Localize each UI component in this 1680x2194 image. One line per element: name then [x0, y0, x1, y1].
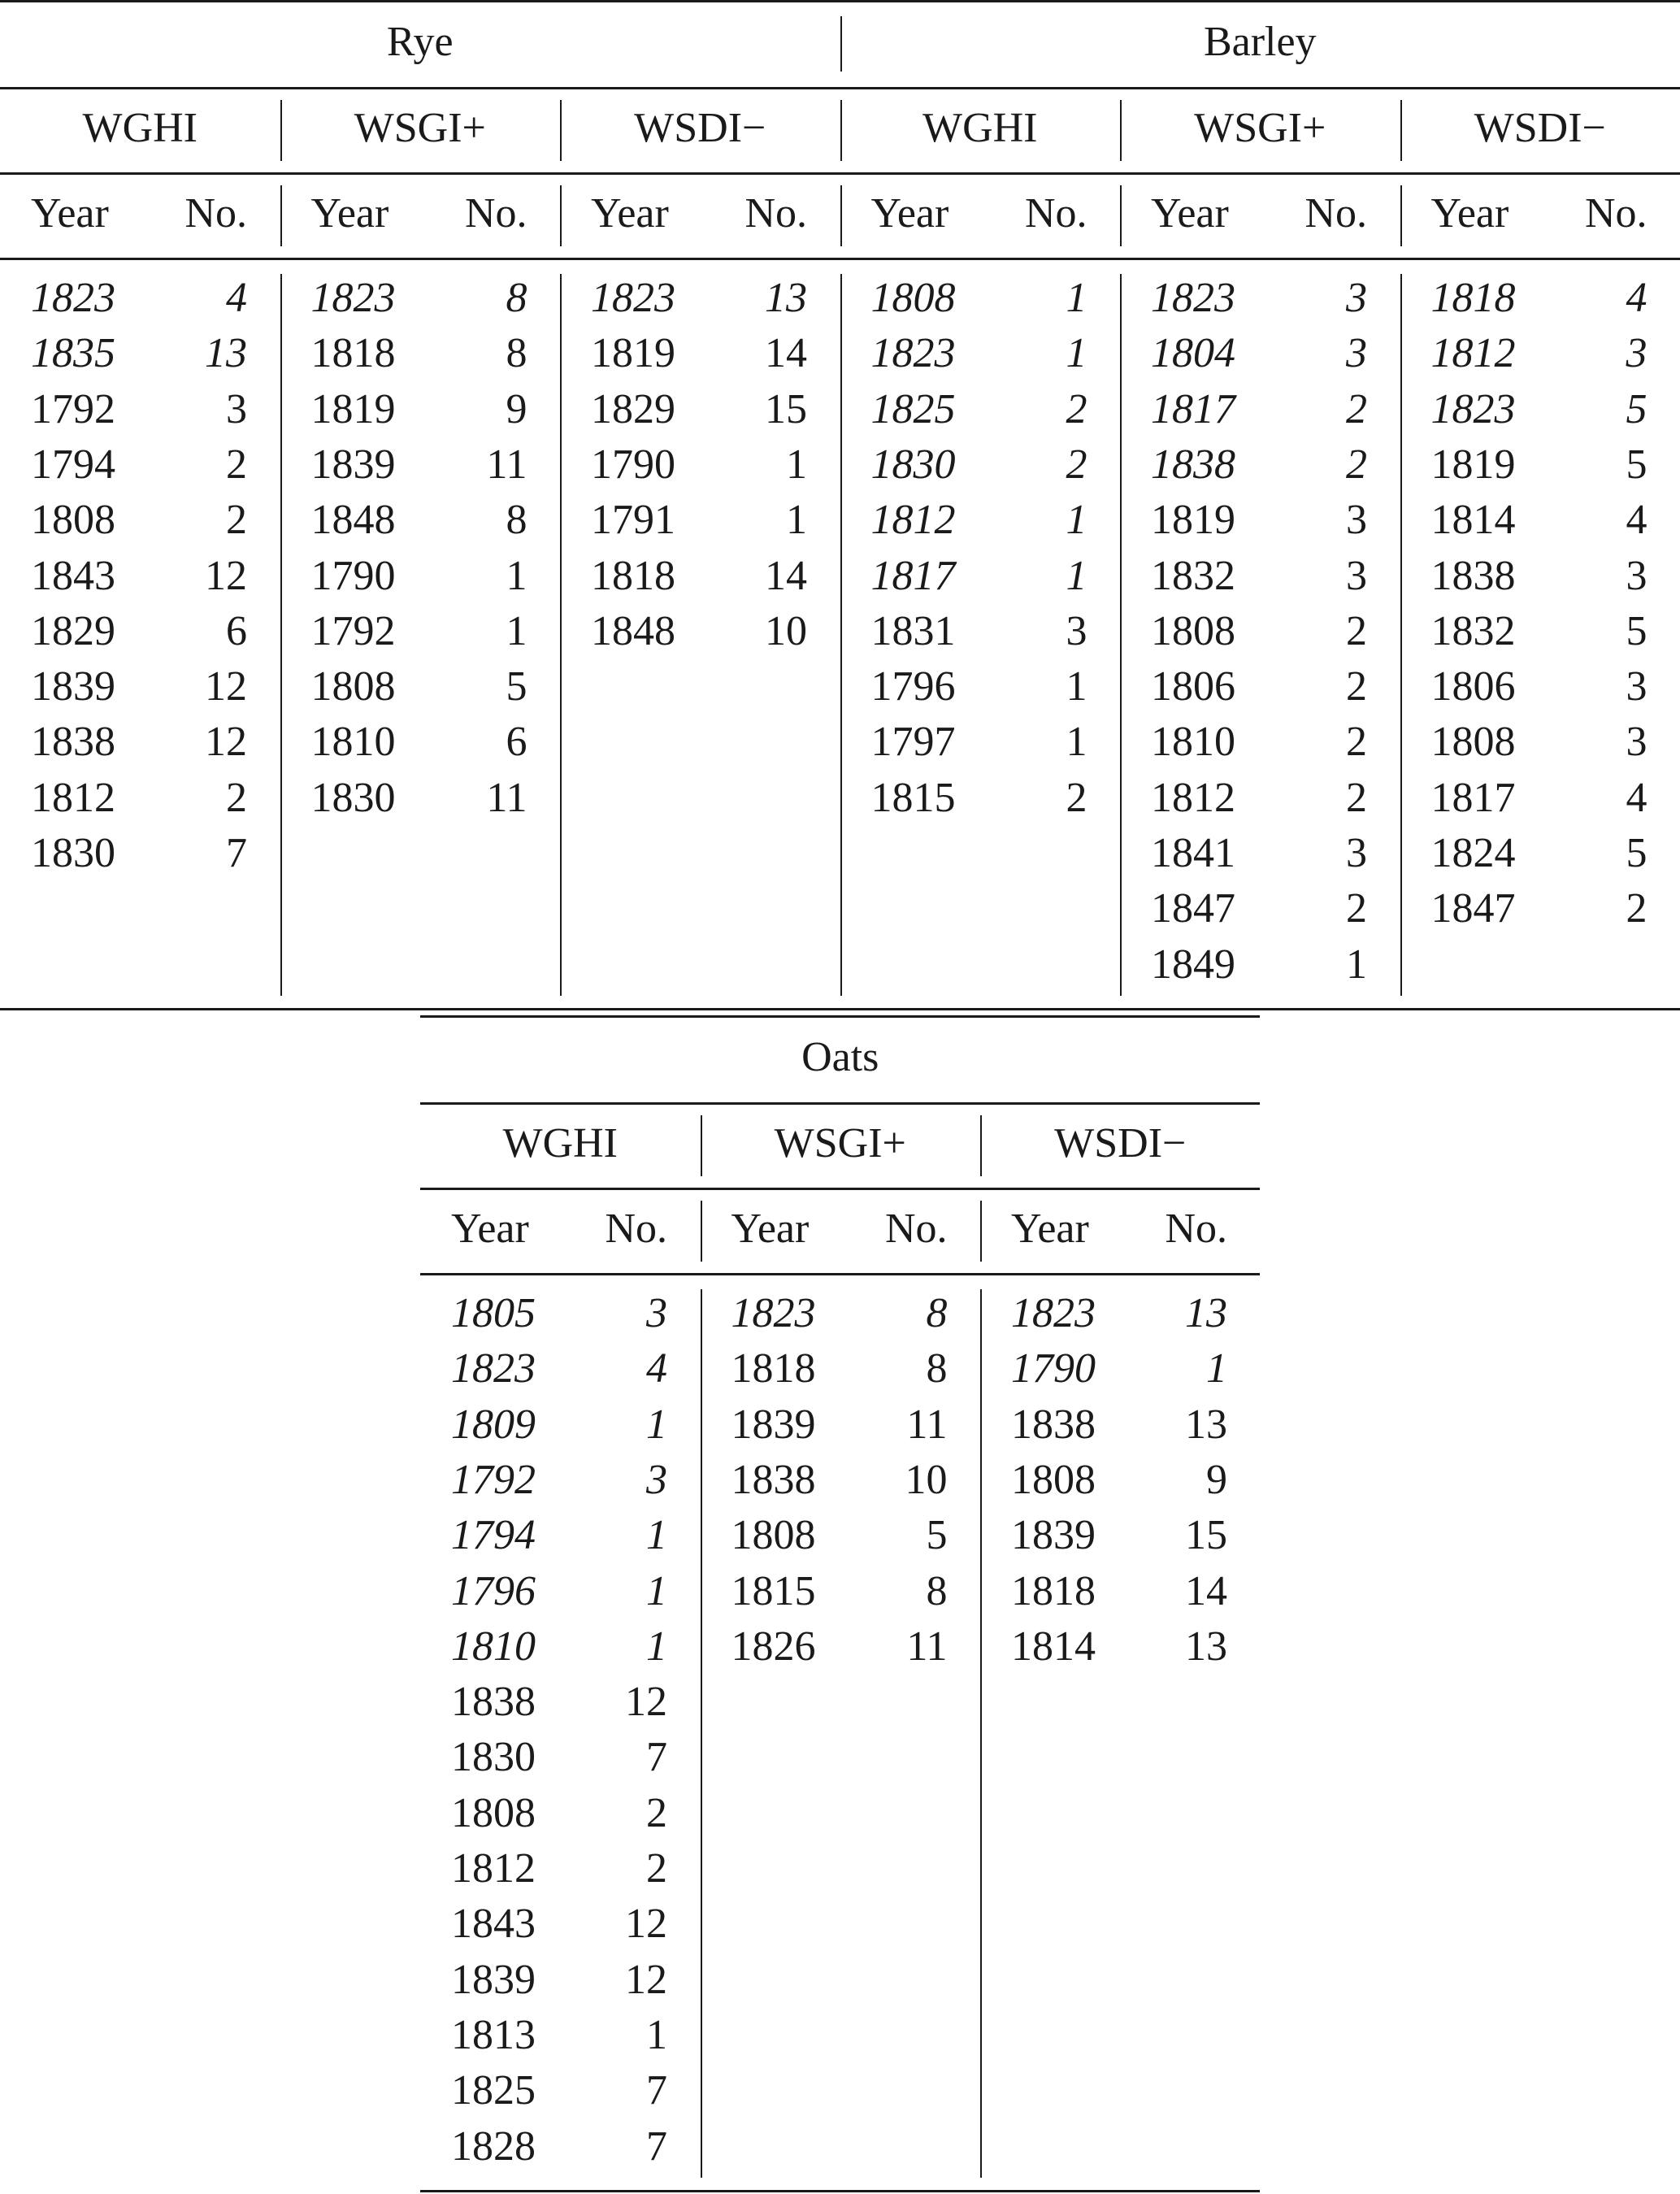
number-cell: 3 [1346, 552, 1367, 599]
number-cell: 5 [1626, 607, 1647, 654]
number-column-header: No. [1304, 190, 1367, 237]
rye-barley-table [0, 0, 1680, 1012]
number-cell: 7 [646, 2122, 667, 2170]
number-cell: 8 [926, 1567, 948, 1614]
year-cell: 1808 [310, 663, 396, 710]
number-cell: 8 [506, 330, 527, 377]
number-cell: 2 [1066, 774, 1087, 821]
year-cell: 1792 [31, 385, 115, 432]
number-cell: 2 [646, 1845, 667, 1892]
year-cell: 1830 [870, 441, 956, 488]
number-cell: 2 [1346, 774, 1367, 821]
year-cell: 1819 [1151, 497, 1235, 544]
crop-rule [0, 87, 1680, 89]
index-separator [560, 100, 562, 161]
number-column-header: No. [744, 190, 807, 237]
year-cell: 1809 [451, 1401, 536, 1448]
year-cell: 1815 [731, 1567, 816, 1614]
number-cell: 2 [646, 1789, 667, 1836]
year-cell: 1790 [1011, 1345, 1096, 1392]
year-cell: 1823 [31, 275, 115, 321]
column-separator [980, 1201, 982, 1262]
index-separator [840, 100, 842, 161]
number-cell: 1 [1346, 941, 1367, 988]
year-cell: 1819 [591, 330, 675, 377]
number-cell: 1 [1066, 719, 1087, 766]
number-column-header: No. [184, 190, 247, 237]
number-cell: 14 [1185, 1567, 1227, 1614]
year-column-header: Year [1011, 1206, 1089, 1252]
number-cell: 1 [1066, 330, 1087, 377]
index-header: WSGI+ [354, 105, 486, 151]
index-header: WSDI− [1054, 1120, 1187, 1167]
number-cell: 14 [765, 330, 807, 377]
column-separator [1400, 185, 1402, 246]
number-cell: 2 [1346, 719, 1367, 766]
oats-table [420, 1015, 1260, 2194]
header-rule [0, 258, 1680, 260]
year-cell: 1843 [31, 552, 115, 599]
top-rule [0, 0, 1680, 2]
year-cell: 1838 [451, 1679, 536, 1726]
year-cell: 1814 [1430, 497, 1516, 544]
year-cell: 1790 [310, 552, 396, 599]
year-cell: 1823 [1430, 385, 1516, 432]
number-cell: 3 [1346, 497, 1367, 544]
number-cell: 5 [926, 1512, 948, 1559]
number-cell: 7 [226, 830, 247, 876]
year-cell: 1829 [31, 607, 115, 654]
year-cell: 1823 [731, 1290, 816, 1336]
index-header: WSDI− [634, 105, 766, 151]
year-cell: 1810 [310, 719, 396, 766]
number-cell: 5 [1626, 441, 1647, 488]
year-cell: 1838 [1151, 441, 1235, 488]
year-cell: 1814 [1011, 1623, 1096, 1670]
number-cell: 2 [1066, 441, 1087, 488]
year-cell: 1812 [1430, 330, 1516, 377]
number-cell: 3 [1346, 275, 1367, 321]
year-cell: 1808 [870, 275, 956, 321]
year-cell: 1817 [1151, 385, 1235, 432]
year-column-header: Year [31, 190, 109, 237]
index-rule [0, 172, 1680, 175]
data-separator [840, 274, 842, 996]
year-cell: 1808 [451, 1789, 536, 1836]
number-cell: 4 [1626, 275, 1647, 321]
number-cell: 11 [486, 441, 527, 488]
year-cell: 1810 [451, 1623, 536, 1670]
index-separator [1400, 100, 1402, 161]
index-separator [280, 100, 282, 161]
number-cell: 10 [905, 1456, 948, 1503]
number-cell: 3 [1346, 830, 1367, 876]
year-cell: 1796 [870, 663, 956, 710]
data-separator [280, 274, 282, 996]
year-cell: 1818 [310, 330, 396, 377]
number-cell: 11 [906, 1623, 948, 1670]
year-cell: 1815 [870, 774, 956, 821]
year-cell: 1808 [1011, 1456, 1096, 1503]
number-cell: 13 [1185, 1401, 1227, 1448]
number-cell: 3 [1066, 607, 1087, 654]
year-cell: 1839 [31, 663, 115, 710]
year-cell: 1819 [1430, 441, 1516, 488]
number-cell: 8 [926, 1345, 948, 1392]
column-separator [560, 185, 562, 246]
year-cell: 1805 [451, 1290, 536, 1336]
index-header: WGHI [502, 1120, 619, 1167]
number-column-header: No. [605, 1206, 667, 1252]
number-column-header: No. [1165, 1206, 1227, 1252]
data-separator [1400, 274, 1402, 996]
number-cell: 15 [1185, 1512, 1227, 1559]
number-cell: 7 [646, 2067, 667, 2114]
number-column-header: No. [1584, 190, 1647, 237]
number-cell: 2 [226, 497, 247, 544]
year-cell: 1839 [310, 441, 396, 488]
year-cell: 1823 [1151, 275, 1235, 321]
year-cell: 1847 [1151, 885, 1235, 932]
number-cell: 5 [506, 663, 527, 710]
column-separator [840, 185, 842, 246]
data-separator [980, 1289, 982, 2178]
year-cell: 1808 [731, 1512, 816, 1559]
number-cell: 2 [1346, 663, 1367, 710]
crop-rule [420, 1102, 1260, 1105]
number-cell: 2 [1346, 441, 1367, 488]
year-cell: 1817 [870, 552, 956, 599]
number-cell: 1 [506, 552, 527, 599]
number-cell: 9 [506, 385, 527, 432]
number-cell: 1 [1066, 552, 1087, 599]
data-separator [1120, 274, 1122, 996]
year-cell: 1838 [731, 1456, 816, 1503]
number-cell: 12 [625, 1679, 667, 1726]
number-cell: 1 [646, 1512, 667, 1559]
number-cell: 15 [765, 385, 807, 432]
number-cell: 1 [506, 607, 527, 654]
number-cell: 2 [226, 774, 247, 821]
year-cell: 1813 [451, 2011, 536, 2058]
year-cell: 1791 [591, 497, 675, 544]
year-cell: 1819 [310, 385, 396, 432]
year-cell: 1849 [1151, 941, 1235, 988]
number-cell: 13 [1185, 1290, 1227, 1336]
year-column-header: Year [310, 190, 389, 237]
number-cell: 4 [1626, 774, 1647, 821]
number-cell: 12 [205, 552, 247, 599]
bottom-rule [420, 2190, 1260, 2192]
data-separator [560, 274, 562, 996]
number-cell: 12 [205, 663, 247, 710]
number-cell: 1 [646, 2011, 667, 2058]
index-header: WGHI [922, 105, 1038, 151]
year-cell: 1824 [1430, 830, 1516, 876]
crop-header-rye: Rye [386, 19, 454, 65]
number-cell: 1 [1066, 497, 1087, 544]
number-cell: 12 [625, 1956, 667, 2003]
year-cell: 1812 [31, 774, 115, 821]
year-cell: 1828 [451, 2122, 536, 2170]
number-cell: 2 [1346, 885, 1367, 932]
number-cell: 13 [205, 330, 247, 377]
year-cell: 1823 [1011, 1290, 1096, 1336]
index-separator [701, 1115, 702, 1176]
number-cell: 2 [1346, 385, 1367, 432]
year-cell: 1829 [591, 385, 675, 432]
year-cell: 1818 [591, 552, 675, 599]
year-cell: 1818 [731, 1345, 816, 1392]
number-cell: 14 [765, 552, 807, 599]
top-rule [420, 1015, 1260, 1018]
year-cell: 1832 [1151, 552, 1235, 599]
year-cell: 1796 [451, 1567, 536, 1614]
number-column-header: No. [884, 1206, 948, 1252]
index-header: WSGI+ [774, 1120, 906, 1167]
year-column-header: Year [591, 190, 669, 237]
year-cell: 1839 [451, 1956, 536, 2003]
number-cell: 1 [646, 1401, 667, 1448]
number-cell: 2 [226, 441, 247, 488]
year-cell: 1841 [1151, 830, 1235, 876]
year-cell: 1808 [1430, 719, 1516, 766]
year-cell: 1812 [451, 1845, 536, 1892]
year-cell: 1823 [591, 275, 675, 321]
number-cell: 3 [1626, 663, 1647, 710]
year-cell: 1817 [1430, 774, 1516, 821]
year-column-header: Year [870, 190, 949, 237]
number-cell: 6 [506, 719, 527, 766]
year-column-header: Year [451, 1206, 529, 1252]
year-cell: 1838 [31, 719, 115, 766]
number-cell: 4 [226, 275, 247, 321]
data-separator [701, 1289, 702, 2178]
number-cell: 1 [1066, 663, 1087, 710]
year-column-header: Year [1151, 190, 1229, 237]
year-cell: 1848 [310, 497, 396, 544]
index-separator [1120, 100, 1122, 161]
year-cell: 1792 [451, 1456, 536, 1503]
number-cell: 5 [1626, 830, 1647, 876]
year-cell: 1832 [1430, 607, 1516, 654]
bottom-rule [0, 1008, 1680, 1010]
number-cell: 6 [226, 607, 247, 654]
number-cell: 3 [1626, 719, 1647, 766]
column-separator [280, 185, 282, 246]
year-cell: 1792 [310, 607, 396, 654]
year-cell: 1794 [451, 1512, 536, 1559]
number-cell: 1 [786, 441, 807, 488]
year-cell: 1823 [451, 1345, 536, 1392]
number-cell: 1 [646, 1567, 667, 1614]
number-cell: 1 [1066, 275, 1087, 321]
year-cell: 1797 [870, 719, 956, 766]
number-cell: 2 [1346, 607, 1367, 654]
year-column-header: Year [1430, 190, 1509, 237]
number-cell: 9 [1206, 1456, 1227, 1503]
column-separator [701, 1201, 702, 1262]
year-cell: 1838 [1011, 1401, 1096, 1448]
number-cell: 3 [646, 1456, 667, 1503]
number-cell: 11 [486, 774, 527, 821]
year-cell: 1823 [310, 275, 396, 321]
number-cell: 13 [765, 275, 807, 321]
year-cell: 1830 [31, 830, 115, 876]
number-cell: 8 [926, 1290, 948, 1336]
index-rule [420, 1188, 1260, 1190]
number-cell: 12 [625, 1901, 667, 1948]
number-column-header: No. [464, 190, 527, 237]
number-cell: 13 [1185, 1623, 1227, 1670]
year-cell: 1830 [310, 774, 396, 821]
number-cell: 10 [765, 607, 807, 654]
year-cell: 1839 [1011, 1512, 1096, 1559]
year-cell: 1835 [31, 330, 115, 377]
number-cell: 3 [1346, 330, 1367, 377]
number-cell: 4 [1626, 497, 1647, 544]
number-cell: 2 [1066, 385, 1087, 432]
number-cell: 12 [205, 719, 247, 766]
year-cell: 1826 [731, 1623, 816, 1670]
year-cell: 1838 [1430, 552, 1516, 599]
number-cell: 11 [906, 1401, 948, 1448]
number-column-header: No. [1024, 190, 1087, 237]
number-cell: 2 [1626, 885, 1647, 932]
header-rule [420, 1273, 1260, 1275]
number-cell: 3 [1626, 552, 1647, 599]
index-separator [980, 1115, 982, 1176]
column-separator [1120, 185, 1122, 246]
year-cell: 1812 [1151, 774, 1235, 821]
number-cell: 7 [646, 1734, 667, 1781]
year-cell: 1808 [1151, 607, 1235, 654]
year-cell: 1818 [1011, 1567, 1096, 1614]
year-cell: 1831 [870, 607, 956, 654]
index-header: WSDI− [1474, 105, 1606, 151]
number-cell: 4 [646, 1345, 667, 1392]
year-cell: 1806 [1151, 663, 1235, 710]
year-cell: 1848 [591, 607, 675, 654]
year-cell: 1825 [451, 2067, 536, 2114]
year-cell: 1804 [1151, 330, 1235, 377]
index-header: WSGI+ [1194, 105, 1326, 151]
year-cell: 1818 [1430, 275, 1516, 321]
number-cell: 8 [506, 497, 527, 544]
year-cell: 1847 [1430, 885, 1516, 932]
year-cell: 1839 [731, 1401, 816, 1448]
year-cell: 1823 [870, 330, 956, 377]
year-cell: 1794 [31, 441, 115, 488]
year-cell: 1843 [451, 1901, 536, 1948]
crop-header-barley: Barley [1203, 19, 1317, 65]
number-cell: 3 [646, 1290, 667, 1336]
number-cell: 1 [1206, 1345, 1227, 1392]
number-cell: 1 [646, 1623, 667, 1670]
crop-separator [840, 16, 842, 72]
year-cell: 1830 [451, 1734, 536, 1781]
year-cell: 1810 [1151, 719, 1235, 766]
number-cell: 8 [506, 275, 527, 321]
number-cell: 1 [786, 497, 807, 544]
number-cell: 3 [226, 385, 247, 432]
crop-header-oats: Oats [801, 1034, 879, 1080]
number-cell: 3 [1626, 330, 1647, 377]
year-cell: 1790 [591, 441, 675, 488]
year-column-header: Year [731, 1206, 810, 1252]
year-cell: 1806 [1430, 663, 1516, 710]
year-cell: 1812 [870, 497, 956, 544]
year-cell: 1825 [870, 385, 956, 432]
index-header: WGHI [82, 105, 198, 151]
number-cell: 5 [1626, 385, 1647, 432]
year-cell: 1808 [31, 497, 115, 544]
